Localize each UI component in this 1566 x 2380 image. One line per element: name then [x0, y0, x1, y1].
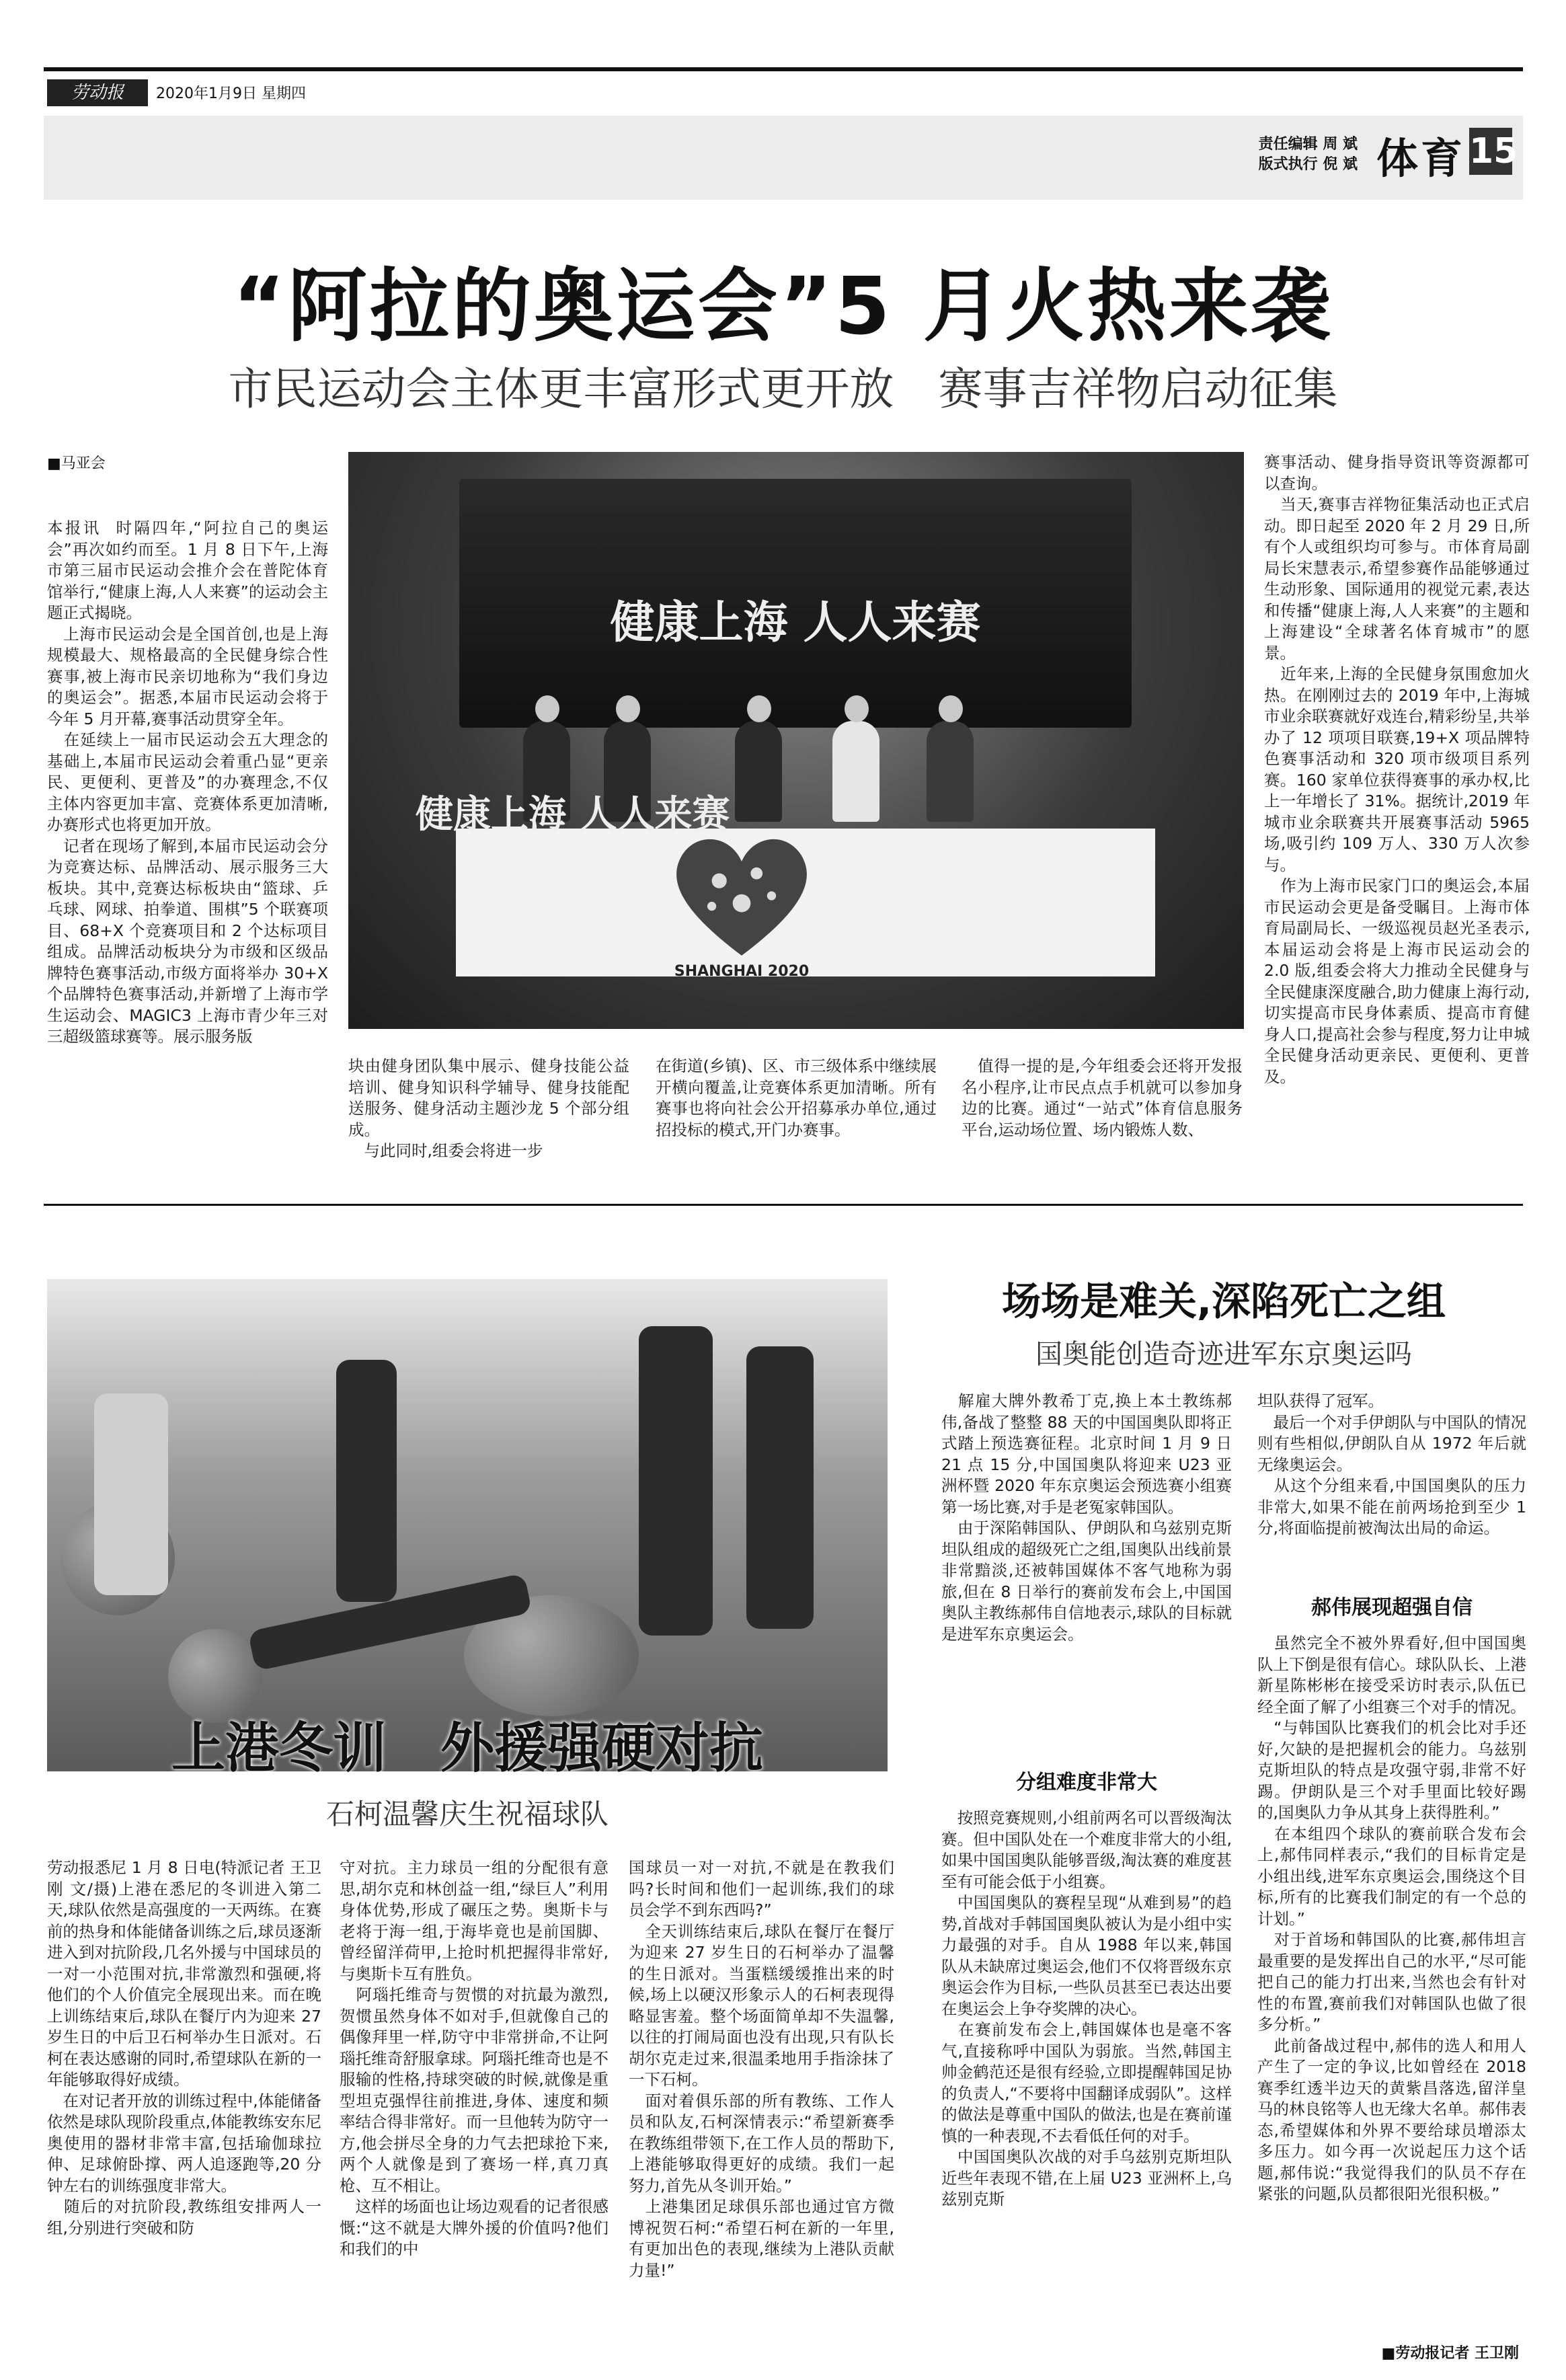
story2-subhead: 石柯温馨庆生祝福球队	[325, 1798, 609, 1831]
story1-col3: 在街道(乡镇)、区、市三级体系中继续展开横向覆盖,让竞赛体系更加清晰。所有赛事也将向社会公开招募承办单位,通过招投标的模式,开门办赛事。	[656, 1057, 937, 1139]
screen-slogan: 健康上海 人人来赛	[610, 597, 981, 648]
person-figure	[735, 721, 782, 822]
story1-headline: “阿拉的奥运会”5 月火热来袭	[233, 260, 1333, 352]
story1-photo	[348, 452, 1244, 1029]
player-figure	[639, 1326, 713, 1636]
section-title: 体育	[1376, 134, 1465, 183]
page-number: 15	[1469, 128, 1512, 175]
story3-author: ■劳动报记者 王卫刚	[1381, 2345, 1519, 2362]
story1-subhead: 市民运动会主体更丰富形式更开放 赛事吉祥物启动征集	[228, 363, 1338, 415]
story1-byline: ■马亚会	[47, 455, 106, 472]
issue-date: 2020年1月9日 星期四	[156, 85, 306, 102]
story3-subhead: 国奥能创造奇迹进军东京奥运吗	[1035, 1339, 1412, 1370]
story2-headline: 上港冬训 外援强硬对抗	[171, 1717, 763, 1779]
story2-photo	[47, 1279, 888, 1771]
story3-col2a: 坦队获得了冠军。 最后一个对手伊朗队与中国队的情况则有些相似,伊朗队自从 1972 年后就无缘奥运会。 从这个分组来看,中国国奥队的压力非常大,如果不能在前两场抢到至少 1 分,将面临提前被淘汰出局的命运。	[1257, 1391, 1526, 1537]
editor-credits	[1259, 135, 1358, 175]
story1-col2: 块由健身团队集中展示、健身技能公益培训、健身知识科学辅导、健身技能配送服务、健身活动主题沙龙 5 个部分组成。 与此同时,组委会将进一步	[348, 1057, 629, 1160]
heart-logo-icon	[664, 829, 819, 963]
story1-col5: 赛事活动、健身指导资讯等资源都可以查询。 当天,赛事吉祥物征集活动也正式启动。即日起至 2020 年 2 月 29 日,所有个人或组织均可参与。市体育局副局长宋慧表示,希望参赛作品能够通过生动形象、国际通用的视觉元素,表达和传播“健康上海,人人来赛”的主题和上海建设“全球著名体育城市”的愿景。 近年来,上海的全民健身氛围愈加火热。在刚刚过去的 2019 年中,上海城市业余联赛就好戏连台,精彩纷呈,共举办了 12 项项目联赛,19+X 项品牌特色赛事活动和 320 项市级项目系列赛。160 家单位获得赛事的承办权,比上一年增长了 31%。据统计,2019 年城市业余联赛共开展赛事活动 5965 场,吸引约 109 万人、330 万人次参与。 作为上海市民家门口的奥运会,本届市民运动会更是备受瞩目。上海市体育局副局长、一级巡视员赵光圣表示,本届运动会将是上海市民运动会的 2.0 版,组委会将大力推动全民健身与全民健康深度融合,助力健康上海行动,切实提高市民身体素质、提高市育健身人口,提高社会参与程度,努力让申城全民健身活动更亲民、更便利、更普及。	[1264, 453, 1530, 1086]
story3-subtitle1: 分组难度非常大	[1016, 1771, 1157, 1794]
story1-col1: 本报讯 时隔四年,“阿拉自己的奥运会”再次如约而至。1 月 8 日下午,上海市第三届市民运动会推介会在普陀体育馆举行,“健康上海,人人来赛”的运动会主题正式揭晓。 上海市民运动会是全国首创,也是上海规模最大、规格最高的全民健身综合性赛事,被上海市民亲切地称为“我们身边的奥运会”。据悉,本届市民运动会将于今年 5 月开幕,赛事活动贯穿全年。 在延续上一届市民运动会五大理念的基础上,本届市民运动会着重凸显“更亲民、更便利、更普及”的办赛理念,不仅主体内容更加丰富、竞赛体系更加清晰,办赛形式也将更加开放。 记者在现场了解到,本届市民运动会分为竞赛达标、品牌活动、展示服务三大板块。其中,竞赛达标板块由“篮球、乒乓球、网球、拍拳道、围棋”5 个联赛项目、68+X 个竞赛项目和 2 个达标项目组成。品牌活动板块分为市级和区级品牌特色赛事活动,市级方面将举办 30+X 个品牌特色赛事活动,并新增了上海市学生运动会、MAGIC3 上海市青少年三对三超级篮球赛等。展示服务版	[47, 519, 328, 1046]
story2-col3: 国球员一对一对抗,不就是在教我们吗?长时间和他们一起训练,我们的球员会学不到东西吗?” 全天训练结束后,球队在餐厅在餐厅为迎来 27 岁生日的石柯举办了温馨的生日派对。当蛋糕缓缓推出来的时候,场上以硬汉形象示人的石柯表现得略显害羞。整个场面简单却不失温馨,以往的打闹局面也没有出现,只有队长胡尔克走过来,很温柔地用手指涂抹了一下石柯。 面对着俱乐部的所有教练、工作人员和队友,石柯深情表示:“希望新赛季在教练组带领下,在工作人员的帮助下,上港能够取得更好的成绩。我们一起努力,首先从冬训开始。” 上港集团足球俱乐部也通过官方微博祝贺石柯:“希望石柯在新的一年里,有更加出色的表现,继续为上港队贡献力量!”	[629, 1858, 894, 2280]
stage-screen	[459, 479, 1132, 728]
story3-subtitle2: 郝伟展现超强自信	[1311, 1596, 1473, 1619]
story3-col2b: 虽然完全不被外界看好,但中国国奥队上下倒是很有信心。球队队长、上港新星陈彬彬在接受采访时表示,队伍已经全面了解了小组赛三个对手的情况。 “与韩国队比赛我们的机会比对手还好,欠缺的是把握机会的能力。乌兹别克斯坦队的特点是攻强守弱,非常不好踢。伊朗队是三个对手里面比较好踢的,国奥队力争从其身上获得胜利。” 在本组四个球队的赛前联合发布会上,郝伟同样表示,“我们的目标肯定是小组出线,进军东京奥运会,围绕这个目标,所有的比赛我们制定的有一个总的计划。” 对于首场和韩国队的比赛,郝伟坦言最重要的是发挥出自己的水平,“尽可能把自己的能力打出来,当然也会有针对性的布置,赛前我们对韩国队也做了很多分析。” 此前备战过程中,郝伟的选人和用人产生了一定的争议,比如曾经在 2018 赛季红透半边天的黄紫昌落选,留洋皇马的林良铭等人也无缘大名单。郝伟表态,希望媒体和外界不要给球员增添太多压力。如今再一次说起压力这个话题,郝伟说:“我觉得我们的队员不存在紧张的问题,队员都很阳光很积极。”	[1257, 1634, 1526, 2203]
podium-slogan: 健康上海 人人来赛	[416, 793, 730, 837]
story1-col4: 值得一提的是,今年组委会还将开发报名小程序,让市民点点手机就可以参加身边的比赛。通过“一站式”体育信息服务平台,运动场位置、场内锻炼人数、	[962, 1057, 1243, 1139]
story3-headline: 场场是难关,深陷死亡之组	[1001, 1278, 1446, 1324]
editor-line: 责任编辑 周 斌	[1258, 136, 1358, 153]
layout-line: 版式执行 倪 斌	[1258, 156, 1358, 173]
header-rule	[44, 67, 1523, 71]
person-figure	[832, 721, 879, 822]
player-figure	[336, 1360, 397, 1602]
story2-col2: 守对抗。主力球员一组的分配很有意思,胡尔克和林创益一组,“绿巨人”利用身体优势,形成了碾压之势。奥斯卡与老将于海一组,于海毕竟也是前国脚、曾经留洋荷甲,上抢时机把握得非常好,与奥斯卡互有胜负。 阿瑙托维奇与贺惯的对抗最为激烈,贺惯虽然身体不如对手,但就像自己的偶像拜里一样,防守中非常拼命,不让阿瑙托维奇舒服拿球。阿瑙托维奇也是不服输的性格,持球突破的时候,就像是重型坦克强悍往前推进,身体、速度和频率结合得非常好。而一旦他转为防守一方,他会拼尽全身的力气去把球抢下来,两个人就像是到了赛场一样,真刀真枪、互不相让。 这样的场面也让场边观看的记者很感慨:“这不就是大牌外援的价值吗?他们和我们的中	[340, 1858, 609, 2258]
story3-col1b: 按照竞赛规则,小组前两名可以晋级淘汰赛。但中国队处在一个难度非常大的小组,如果中国国奥队能够晋级,淘汰赛的难度甚至有可能会低于小组赛。 中国国奥队的赛程呈现“从难到易”的趋势,首战对手韩国国奥队被认为是小组中实力最强的对手。自从 1988 年以来,韩国队从未缺席过奥运会,他们不仅将晋级东京奥运会作为目标,一些队员甚至已表达出要在奥运会上争夺奖牌的决心。 在赛前发布会上,韩国媒体也是毫不客气,直接称呼中国队为弱旅。当然,韩国主帅金鹤范还是很有经验,立即提醒韩国足协的负责人,“不要将中国翻译成弱队”。这样的做法是尊重中国队的做法,也是在赛前谨慎的一种表现,不去看低任何的对手。 中国国奥队次战的对手乌兹别克斯坦队近些年表现不错,在上届 U23 亚洲杯上,乌兹别克斯	[941, 1808, 1232, 2209]
section-divider	[44, 1204, 1523, 1206]
story3-col1a: 解雇大牌外教希丁克,换上本土教练郝伟,备战了整整 88 天的中国国奥队即将正式踏上预选赛征程。北京时间 1 月 9 日 21 点 15 分,中国国奥队将迎来 U23 亚洲杯暨 2020 年东京奥运会预选赛小组赛第一场比赛,对手是老冤家韩国队。 由于深陷韩国队、伊朗队和乌兹别克斯坦队组成的超级死亡之组,国奥队出线前景非常黯淡,还被韩国媒体不客气地称为弱旅,但在 8 日举行的赛前发布会上,中国国奥队主教练郝伟自信地表示,球队的目标就是进军东京奥运会。	[941, 1391, 1232, 1644]
person-figure	[927, 721, 974, 822]
story2-col1: 劳动报悉尼 1 月 8 日电(特派记者 王卫刚 文/摄)上港在悉尼的冬训进入第二天,球队依然是高强度的一天两练。在赛前的热身和体能储备训练之后,球员逐渐进入到对抗阶段,几名外援与中国球员的一对一小范围对抗,非常激烈和强硬,将他们的个人价值完全展现出来。而在晚上训练结束后,球队在餐厅内为迎来 27 岁生日的中后卫石柯举办生日派对。石柯在表达感谢的同时,希望球队在新的一年能够取得好成绩。 在对记者开放的训练过程中,体能储备依然是球队现阶段重点,体能教练安东尼奥使用的器材非常丰富,包括瑜伽球拉伸、足球俯卧撑、两人追逐跑等,20 分钟左右的训练强度非常大。 随后的对抗阶段,教练组安排两人一组,分别进行突破和防	[47, 1858, 321, 2237]
player-figure	[94, 1393, 168, 1595]
newspaper-logo: 劳动报	[47, 79, 148, 106]
player-figure	[746, 1346, 814, 1629]
logo-caption: SHANGHAI 2020	[674, 963, 810, 980]
